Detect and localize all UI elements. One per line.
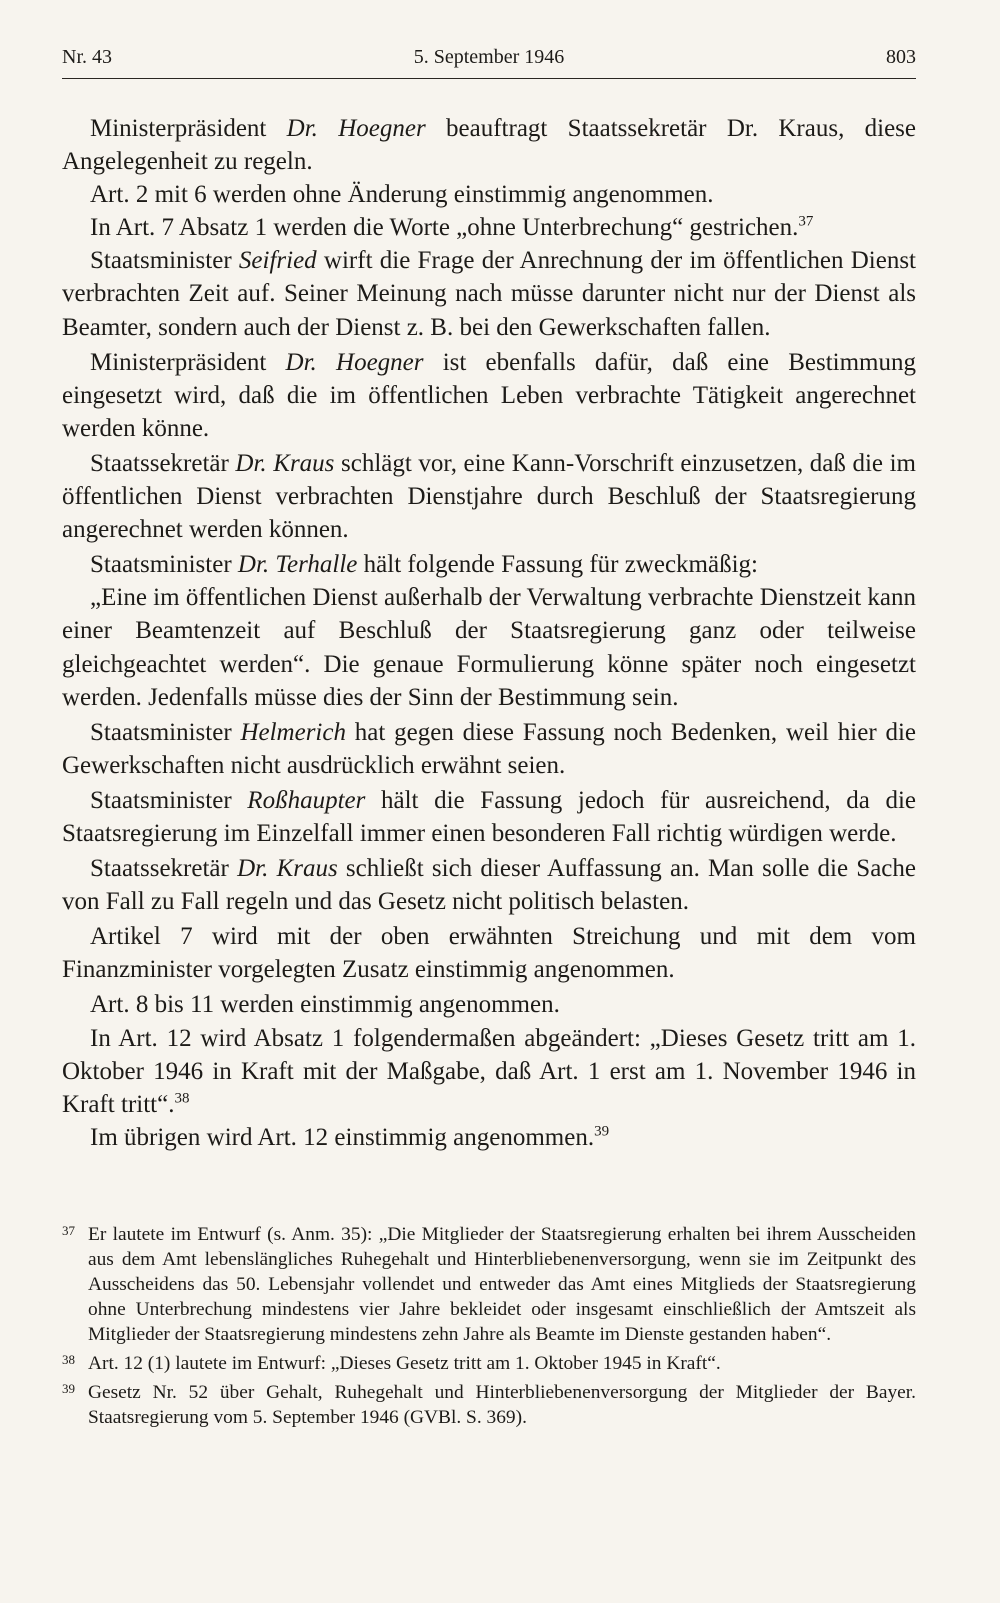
footnote-ref-39: 39 <box>594 1123 610 1140</box>
footnote-text: Gesetz Nr. 52 über Gehalt, Ruhegehalt und Hinterbliebenenversorgung der Mitglieder der Bayer. Staatsregierung vom 5. September 1946 (GVBl. S. 369). <box>88 1382 916 1428</box>
speaker-name: Kraus <box>273 449 335 477</box>
running-header <box>62 46 916 76</box>
footnotes <box>62 1222 916 1434</box>
paragraph-kraus-agreement: Staatssekretär Dr. Kraus schließt sich dieser Auffassung an. Man solle die Sache von Fall zu Fall regeln und das Gesetz nicht politisch belasten. <box>62 855 916 916</box>
speaker-name: Hoegner <box>336 348 424 376</box>
header-date: 5. September 1946 <box>413 46 565 68</box>
speaker-name: Roßhaupter <box>247 786 366 814</box>
paragraph-art-12-adopted: Im übrigen wird Art. 12 einstimmig angenommen.$^{39}$ <box>90 1123 610 1151</box>
speaker-name: Seifried <box>238 247 317 275</box>
paragraph-seifried: Staatsminister Seifried wirft die Frage der Anrechnung der im öffentlichen Dienst verbrachten Zeit auf. Seiner Meinung nach müsse darunter nicht nur der Dienst als Beamter, sondern auch der Dienst z. B. bei den Gewerkschaften fallen. <box>62 247 916 341</box>
footnote-38 <box>62 1351 916 1376</box>
footnote-number: 39 <box>62 1381 75 1396</box>
speaker-name: Hoegner <box>338 115 426 142</box>
paragraph-proposed-wording: „Eine im öffentlichen Dienst außerhalb der Verwaltung verbrachte Dienstzeit kann einer Beamtenzeit auf Beschluß der Staatsregierung ganz oder teilweise gleichgeachtet werden“. Die genaue Formulierung könne später noch eingesetzt werden. Jedenfalls müsse dies der Sinn der Bestimmung sein. <box>62 584 916 711</box>
paragraph-rosshaupter: Staatsminister Roßhaupter hält die Fassung jedoch für ausreichend, da die Staatsregierung im Einzelfall immer einen besonderen Fall richtig würdigen werde. <box>62 786 916 847</box>
footnote-text: Art. 12 (1) lautete im Entwurf: „Dieses Gesetz tritt am 1. Oktober 1945 in Kraft“. <box>88 1353 721 1374</box>
paragraph-art-12-amended: In Art. 12 wird Absatz 1 folgendermaßen abgeändert: „Dieses Gesetz tritt am 1. Oktober 1946 in Kraft mit der Maßgabe, daß Art. 1 erst am 1. November 1946 in Kraft tritt“.$^{38}$ <box>62 1024 916 1118</box>
paragraph-terhalle: Staatsminister Dr. Terhalle hält folgende Fassung für zweckmäßig: <box>90 551 758 579</box>
header-rule <box>62 78 916 79</box>
paragraph-art-7-adopted: Artikel 7 wird mit der oben erwähnten Streichung und mit dem vom Finanzminister vorgelegten Zusatz einstimmig angenommen. <box>62 923 916 984</box>
footnote-39 <box>62 1380 916 1430</box>
paragraph-art-2-6: Art. 2 mit 6 werden ohne Änderung einstimmig angenommen. <box>90 181 714 209</box>
footnote-text: Er lautete im Entwurf (s. Anm. 35): „Die Mitglieder der Staatsregierung erhalten bei ihrem Ausscheiden aus dem Amt lebenslängliches Ruhegehalt und Hinterbliebenenversorgung, wenn sie im Zeitpunkt des Ausscheidens das 50. Lebensjahr vollendet und entweder das Amt eines Mitglieds der Staatsregierung ohne Unterbrechung mindestens vier Jahre bekleidet oder insgesamt einschließlich der Amtszeit als Mitglieder der Staatsregierung mindestens zehn Jahre als Beamte im Dienste gestanden haben“. <box>88 1224 916 1345</box>
footnote-number: 38 <box>62 1352 75 1367</box>
paragraph-hoegner-kraus: Ministerpräsident Dr. Hoegner beauftragt Staatssekretär Dr. Kraus, diese Angelegenheit zu regeln. <box>62 115 917 176</box>
header-page-number: 803 <box>886 46 916 68</box>
footnote-37 <box>62 1222 916 1347</box>
paragraph-kraus-proposal: Staatssekretär Dr. Kraus schlägt vor, eine Kann-Vorschrift einzusetzen, daß die im öffentlichen Dienst verbrachten Dienstjahre durch Beschluß der Staatsregierung angerechnet werden können. <box>62 449 917 544</box>
paragraph-hoegner: Ministerpräsident Dr. Hoegner ist ebenfalls dafür, daß eine Bestimmung eingesetzt wird, daß die im öffentlichen Leben verbrachte Tätigkeit angerechnet werden könne. <box>62 348 917 442</box>
footnote-ref-37: 37 <box>798 213 814 230</box>
paragraph-art-7-abs-1: In Art. 7 Absatz 1 werden die Worte „ohne Unterbrechung“ gestrichen.$^{37}$ <box>90 213 814 242</box>
speaker-name: Helmerich <box>240 718 346 746</box>
paragraph-helmerich: Staatsminister Helmerich hat gegen diese Fassung noch Bedenken, weil hier die Gewerkschaften nicht ausdrücklich erwähnt seien. <box>62 718 916 779</box>
protocol-body <box>62 112 916 1154</box>
footnote-ref-38: 38 <box>174 1090 190 1107</box>
paragraph-art-8-11: Art. 8 bis 11 werden einstimmig angenommen. <box>90 991 560 1019</box>
footnote-number: 37 <box>62 1223 75 1238</box>
speaker-name: Terhalle <box>275 551 358 579</box>
header-issue-number: Nr. 43 <box>62 46 112 68</box>
speaker-name: Kraus <box>276 855 338 883</box>
